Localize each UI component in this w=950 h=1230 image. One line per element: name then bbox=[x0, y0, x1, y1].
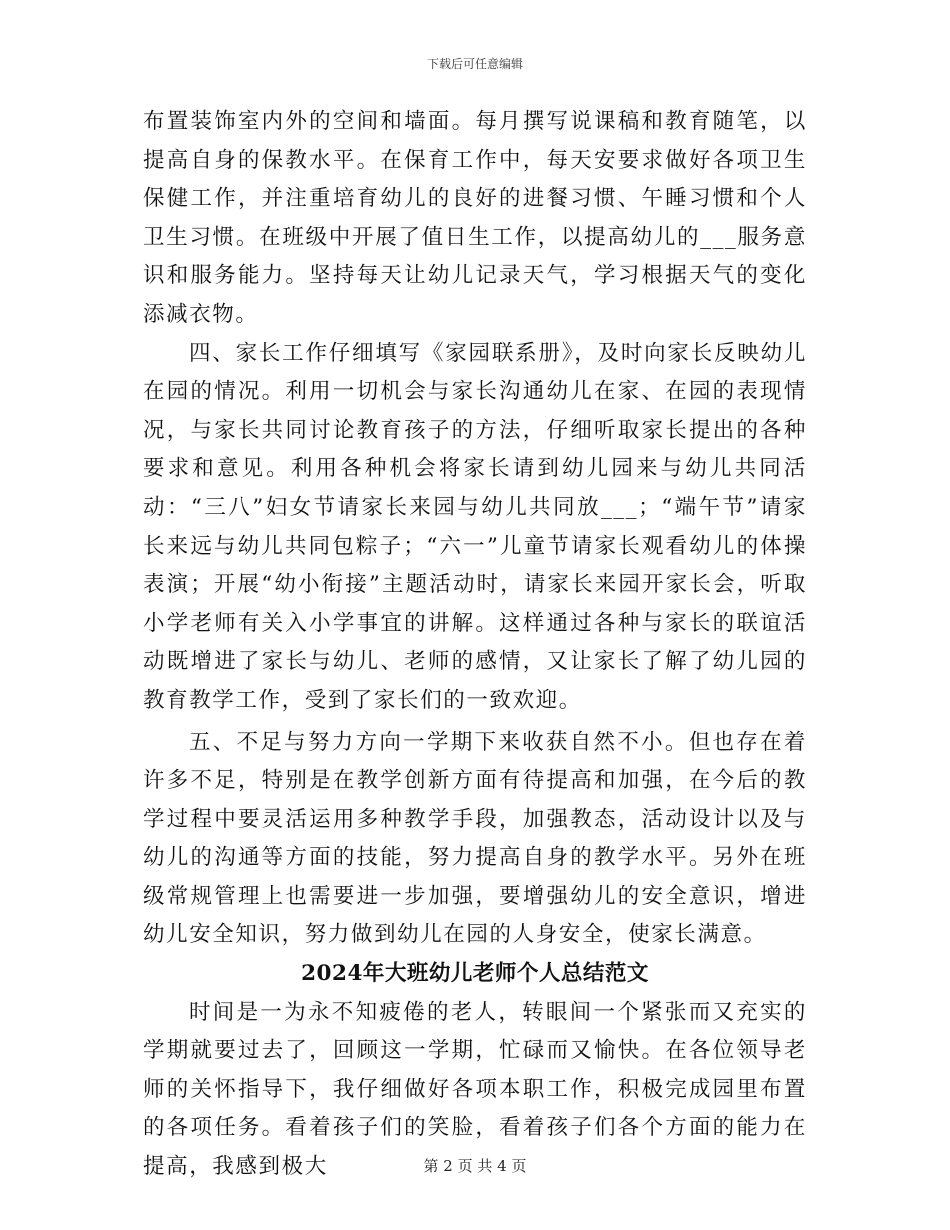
page-number-footer: 第 2 页 共 4 页 bbox=[423, 1157, 527, 1175]
page-header-note: 下载后可任意编辑 bbox=[426, 57, 523, 71]
paragraph-parent-work: 四、家长工作仔细填写《家园联系册》，及时向家长反映幼儿在园的情况。利用一切机会与家长沟通幼儿在家、在园的表现情况，与家长共同讨论教育孩子的方法，仔细听取家长提出的各种要求和意见。利用各种机会将家长请到幼儿园来与幼儿共同活动：“三八”妇女节请家长来园与幼儿共同放___；“端午节”请家长来远与幼儿共同包粽子；“六一”儿童节请家长观看幼儿的体操表演；开展“幼小衔接”主题活动时，请家长来园开家长会，听取小学老师有关入小学事宜的讲解。这样通过各种与家长的联谊活动既增进了家长与幼儿、老师的感情，又让家长了解了幼儿园的教育教学工作，受到了家长们的一致欢迎。 bbox=[143, 340, 807, 713]
paragraph-summary-intro: 时间是一为永不知疲倦的老人，转眼间一个紧张而又充实的学期就要过去了，回顾这一学期，忙碌而又愉快。在各位领导老师的关怀指导下，我仔细做好各项本职工作，积极完成园里布置的各项任务。看着孩子们的笑脸，看着孩子们各个方面的能力在提高，我感到极大 bbox=[143, 999, 807, 1180]
paragraph-shortcomings: 五、不足与努力方向一学期下来收获自然不小。但也存在着许多不足，特别是在教学创新方面有待提高和加强，在今后的教学过程中要灵活运用多种教学手段，加强教态，活动设计以及与幼儿的沟通等方面的技能，努力提高自身的教学水平。另外在班级常规管理上也需要进一步加强，要增强幼儿的安全意识，增进幼儿安全知识，努力做到幼儿在园的人身安全，使家长满意。 bbox=[143, 729, 807, 948]
paragraph-continuation: 布置装饰室内外的空间和墙面。每月撰写说课稿和教育随笔，以提高自身的保教水平。在保育工作中，每天安要求做好各项卫生保健工作，并注重培育幼儿的良好的进餐习惯、午睡习惯和个人卫生习惯。在班级中开展了值日生工作，以提高幼儿的___服务意识和服务能力。坚持每天让幼儿记录天气，学习根据天气的变化添减衣物。 bbox=[143, 109, 807, 327]
document-body bbox=[143, 103, 807, 1187]
section-title: 2024年大班幼儿老师个人总结范文 bbox=[301, 961, 649, 987]
